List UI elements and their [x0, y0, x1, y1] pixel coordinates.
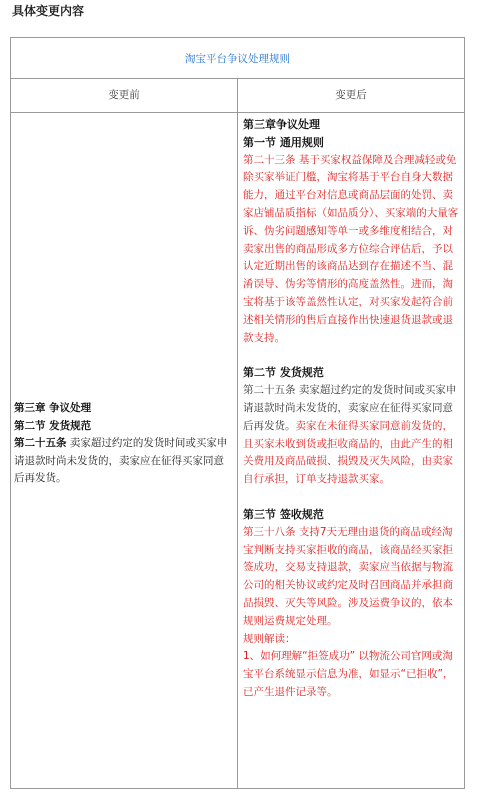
column-header-after: 变更后	[335, 89, 367, 101]
after-chapter: 第三章争议处理	[243, 118, 320, 131]
after-section-2-title: 第二节 发货规范	[243, 366, 324, 380]
before-section: 第二节 发货规范	[14, 419, 92, 432]
after-section-3-note-title: 规则解读：	[243, 632, 296, 645]
after-section-2-changed: 卖家在未征得买家同意前发货的，且买家未收到货或拒收商品的，由此产生的相关费用及商品破损、损毁及灭失风险，由卖家自行承担，订单支持退款买家。	[243, 419, 453, 486]
before-chapter: 第三章 争议处理	[14, 402, 92, 414]
before-article	[14, 435, 234, 488]
after-section-3-body: 第三十八条 支持7天无理由退货的商品或经淘宝判断支持买家拒收的商品，该商品经买家拒签成功，交易支持退款，卖家应当依据与物流公司的相关协议或约定及时召回商品并承担商品损毁、灭失等风险。涉及运费争议的，依本规则运费规定处理。	[243, 525, 453, 627]
rule-title-link[interactable]: 淘宝平台争议处理规则	[185, 52, 290, 65]
table-title-row	[11, 38, 464, 79]
after-section-3-title: 第三节 签收规范	[243, 507, 324, 521]
after-section-1-body: 第二十三条 基于买家权益保障及合理减轻或免除买家举证门槛，淘宝将基于平台自身大数据能力，通过平台对信息或商品层面的处罚、卖家店铺品质指标（如品质分）、买家端的大量客诉、伪劣问题感知等单一或多维度相结合，对卖家出售的商品形成多方位综合评估后，予以认定近期出售的该商品达到存在描述不当、混淆误导、伪劣等情形的高度盖然性。进而，淘宝将基于该等盖然性认定，对买家发起符合前述相关情形的售后直接作出快速退货退款或退款支持。	[243, 153, 459, 344]
after-section-2-unchanged: 第二十五条 卖家超过约定的发货时间或买家申请退款时尚未发货的，卖家应在征得买家同意后再发货。	[243, 384, 457, 432]
before-article-label: 第二十五条	[14, 437, 67, 449]
before-cell	[14, 400, 234, 488]
column-header-before: 变更前	[108, 89, 140, 101]
after-section-2-body	[243, 382, 461, 489]
before-article-text: 卖家超过约定的发货时间或买家申请退款时尚未发货的，卖家应在征得买家同意后再发货。	[14, 437, 228, 484]
after-section-3-note-body: 1、如何理解“拒签成功” 以物流公司官网或淘宝平台系统显示信息为准，如显示“已拒收”，已产生退件记录等。	[243, 650, 454, 698]
page-heading: 具体变更内容	[12, 4, 85, 18]
after-section-1-title: 第一节 通用规则	[243, 135, 324, 149]
change-table	[10, 37, 465, 789]
column-divider	[237, 78, 238, 788]
after-cell	[243, 116, 461, 702]
